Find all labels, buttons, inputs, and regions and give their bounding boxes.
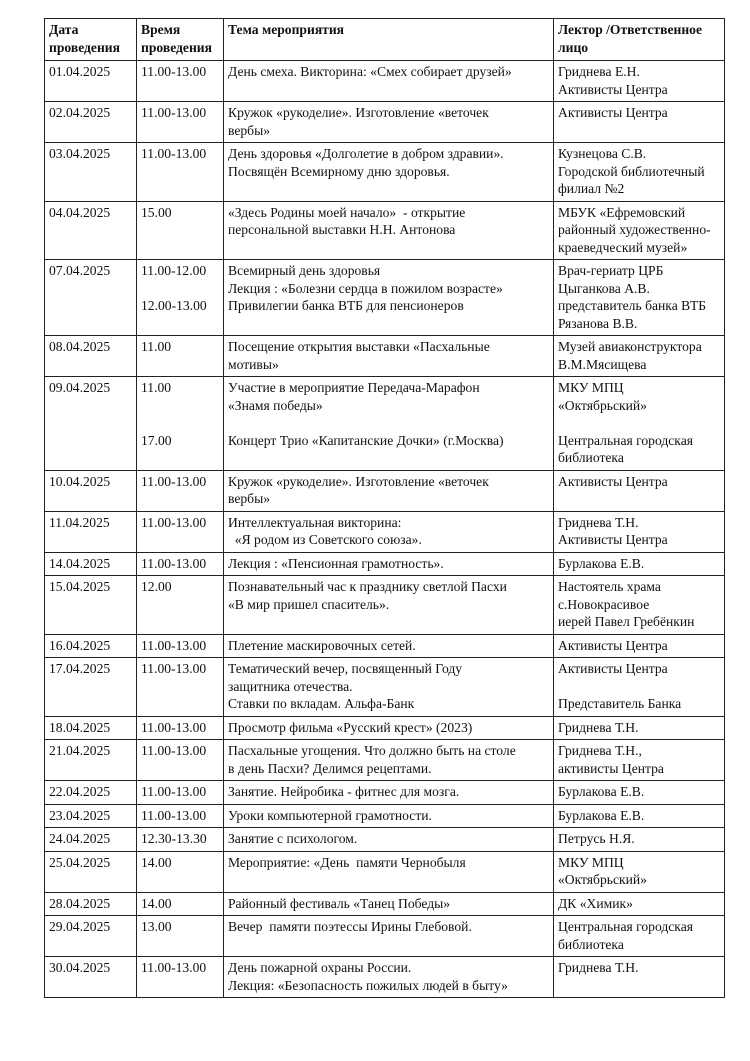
lecturer-line: Цыганкова А.В. (558, 280, 650, 296)
table-row (45, 377, 725, 471)
time-line: 12.30-13.30 (141, 831, 207, 846)
table-row (45, 828, 725, 852)
table-row (45, 716, 725, 740)
topic-line: вербы» (228, 122, 271, 138)
cell-lecturer (554, 892, 725, 916)
cell-time (137, 957, 224, 998)
cell-lecturer (554, 658, 725, 717)
lecturer-line: иерей Павел Гребёнкин (558, 614, 695, 629)
topic-line: Уроки компьютерной грамотности. (228, 807, 432, 823)
topic-line: защитника отечества. (228, 678, 353, 694)
cell-lecturer (554, 576, 725, 635)
cell-time (137, 511, 224, 552)
cell-date: 22.04.2025 (45, 781, 137, 805)
cell-topic (224, 634, 554, 658)
cell-time (137, 916, 224, 957)
topic-line: Интеллектуальная викторина: (228, 514, 402, 530)
lecturer-line: Настоятель храма (558, 579, 661, 594)
topic-line: Кружок «рукоделие». Изготовление «веточек (228, 105, 489, 120)
cell-lecturer (554, 143, 725, 202)
table-row (45, 892, 725, 916)
cell-topic (224, 957, 554, 998)
time-line: 14.00 (141, 895, 172, 911)
time-line: 11.00-13.00 (141, 719, 207, 735)
topic-line: Всемирный день здоровья (228, 263, 381, 278)
cell-topic (224, 716, 554, 740)
cell-time (137, 892, 224, 916)
time-line: 11.00-12.00 (141, 263, 207, 278)
topic-line: «В мир пришел спаситель». (228, 596, 390, 612)
lecturer-line: Музей авиаконструктора (558, 339, 702, 354)
cell-date: 01.04.2025 (45, 61, 137, 102)
time-line: 11.00-13.00 (141, 105, 207, 120)
cell-topic (224, 470, 554, 511)
cell-time (137, 828, 224, 852)
cell-time (137, 336, 224, 377)
time-line: 11.00 (141, 339, 172, 354)
topic-line: Мероприятие: «День памяти Чернобыля (228, 854, 466, 870)
time-line: 11.00-13.00 (141, 146, 207, 161)
header-row (45, 19, 725, 61)
lecturer-line: Активисты Центра (558, 473, 668, 489)
table-body (45, 61, 725, 998)
lecturer-line: Центральная городская (558, 432, 693, 448)
cell-date: 15.04.2025 (45, 576, 137, 635)
cell-lecturer (554, 336, 725, 377)
cell-date: 08.04.2025 (45, 336, 137, 377)
topic-line: Районный фестиваль «Танец Победы» (228, 895, 451, 911)
topic-line: вербы» (228, 491, 271, 506)
cell-topic (224, 781, 554, 805)
cell-date: 02.04.2025 (45, 102, 137, 143)
time-line: 17.00 (141, 432, 172, 448)
cell-time (137, 658, 224, 717)
time-line: 12.00 (141, 579, 172, 594)
topic-line: Познавательный час к празднику светлой Пасхи (228, 579, 507, 594)
lecturer-line: краеведческий музей» (558, 239, 688, 255)
topic-line: Кружок «рукоделие». Изготовление «веточек (228, 473, 489, 489)
time-line (141, 414, 219, 432)
table-row (45, 61, 725, 102)
lecturer-line: Центральная городская (558, 919, 693, 934)
cell-lecturer (554, 61, 725, 102)
topic-line: Лекция : «Пенсионная грамотность». (228, 555, 444, 571)
time-line: 11.00-13.00 (141, 784, 207, 799)
cell-date: 14.04.2025 (45, 552, 137, 576)
cell-date: 21.04.2025 (45, 740, 137, 781)
lecturer-line: МКУ МПЦ (558, 854, 624, 870)
lecturer-line: Гриднева Е.Н. (558, 64, 640, 79)
lecturer-line: Бурлакова Е.В. (558, 555, 645, 571)
lecturer-line: Представитель Банка (558, 696, 682, 711)
time-line (141, 397, 219, 415)
header-time: Время проведения (137, 19, 224, 61)
cell-date: 10.04.2025 (45, 470, 137, 511)
lecturer-line: филиал №2 (558, 181, 625, 196)
table-row (45, 552, 725, 576)
cell-date: 17.04.2025 (45, 658, 137, 717)
cell-topic (224, 658, 554, 717)
cell-time (137, 634, 224, 658)
cell-date: 23.04.2025 (45, 804, 137, 828)
lecturer-line: активисты Центра (558, 760, 664, 776)
cell-topic (224, 102, 554, 143)
lecturer-line: Гриднева Т.Н. (558, 960, 639, 975)
cell-topic (224, 260, 554, 336)
lecturer-line: Гриднева Т.Н. (558, 514, 639, 530)
lecturer-line (558, 414, 720, 432)
cell-topic (224, 576, 554, 635)
cell-lecturer (554, 260, 725, 336)
cell-lecturer (554, 804, 725, 828)
topic-line: мотивы» (228, 356, 279, 372)
table-row (45, 511, 725, 552)
cell-topic (224, 336, 554, 377)
table-row (45, 634, 725, 658)
lecturer-line: Активисты Центра (558, 637, 668, 653)
cell-time (137, 781, 224, 805)
cell-lecturer (554, 957, 725, 998)
topic-line: Лекция : «Болезни сердца в пожилом возрасте» (228, 280, 503, 296)
cell-time (137, 102, 224, 143)
cell-date: 11.04.2025 (45, 511, 137, 552)
time-line: 11.00-13.00 (141, 64, 207, 79)
table-row (45, 470, 725, 511)
table-row (45, 102, 725, 143)
table-row (45, 658, 725, 717)
cell-lecturer (554, 716, 725, 740)
topic-line: День пожарной охраны России. (228, 960, 412, 975)
topic-line: Просмотр фильма «Русский крест» (2023) (228, 719, 473, 735)
cell-date: 30.04.2025 (45, 957, 137, 998)
table-row (45, 957, 725, 998)
table-row (45, 143, 725, 202)
topic-line: Пасхальные угощения. Что должно быть на столе (228, 743, 516, 758)
cell-topic (224, 143, 554, 202)
cell-lecturer (554, 781, 725, 805)
topic-line: Лекция: «Безопасность пожилых людей в быту» (228, 977, 508, 993)
cell-topic (224, 61, 554, 102)
topic-line: в день Пасхи? Делимся рецептами. (228, 760, 432, 776)
cell-time (137, 201, 224, 260)
topic-line: Тематический вечер, посвященный Году (228, 661, 463, 676)
time-line: 11.00-13.00 (141, 637, 207, 653)
table-row (45, 201, 725, 260)
time-line: 13.00 (141, 919, 172, 934)
topic-line: Занятие с психологом. (228, 831, 358, 846)
topic-line: «Знамя победы» (228, 397, 323, 413)
topic-line: Плетение маскировочных сетей. (228, 637, 416, 653)
cell-time (137, 576, 224, 635)
topic-line: персональной выставки Н.Н. Антонова (228, 222, 456, 237)
lecturer-line: Активисты Центра (558, 661, 668, 676)
cell-topic (224, 916, 554, 957)
topic-line: Ставки по вкладам. Альфа-Банк (228, 696, 415, 711)
cell-time (137, 740, 224, 781)
lecturer-line: «Октябрьский» (558, 872, 647, 887)
cell-time (137, 377, 224, 471)
cell-topic (224, 851, 554, 892)
table-row (45, 576, 725, 635)
lecturer-line: «Октябрьский» (558, 397, 647, 413)
lecturer-line: Городской библиотечный (558, 163, 705, 179)
cell-topic (224, 552, 554, 576)
cell-lecturer (554, 470, 725, 511)
cell-lecturer (554, 201, 725, 260)
cell-lecturer (554, 916, 725, 957)
cell-topic (224, 201, 554, 260)
topic-line: День здоровья «Долголетие в добром здравии». (228, 146, 504, 161)
cell-lecturer (554, 102, 725, 143)
time-line: 11.00-13.00 (141, 743, 207, 758)
cell-topic (224, 828, 554, 852)
topic-line: Вечер памяти поэтессы Ирины Глебовой. (228, 919, 472, 934)
header-lecturer: Лектор /Ответственное лицо (554, 19, 725, 61)
cell-date: 04.04.2025 (45, 201, 137, 260)
cell-date: 07.04.2025 (45, 260, 137, 336)
table-row (45, 336, 725, 377)
lecturer-line: Активисты Центра (558, 105, 668, 120)
cell-lecturer (554, 511, 725, 552)
cell-date: 18.04.2025 (45, 716, 137, 740)
time-line (141, 280, 219, 298)
lecturer-line: Бурлакова Е.В. (558, 784, 645, 799)
table-row (45, 260, 725, 336)
header-date: Дата проведения (45, 19, 137, 61)
cell-time (137, 61, 224, 102)
time-line: 12.00-13.00 (141, 298, 207, 313)
topic-line: Участие в мероприятие Передача-Марафон (228, 380, 480, 395)
lecturer-line: представитель банка ВТБ (558, 298, 707, 313)
lecturer-line: В.М.Мясищева (558, 356, 647, 372)
lecturer-line: Гриднева Т.Н., (558, 743, 642, 758)
lecturer-line: МБУК «Ефремовский (558, 204, 686, 220)
lecturer-line: Петрусь Н.Я. (558, 831, 635, 846)
lecturer-line: Рязанова В.В. (558, 315, 638, 331)
lecturer-line: ДК «Химик» (558, 895, 633, 911)
time-line: 11.00-13.00 (141, 661, 207, 676)
cell-topic (224, 377, 554, 471)
lecturer-line: районный художественно- (558, 222, 711, 237)
topic-line: Концерт Трио «Капитанские Дочки» (г.Москва) (228, 432, 504, 448)
cell-date: 28.04.2025 (45, 892, 137, 916)
cell-date: 29.04.2025 (45, 916, 137, 957)
lecturer-line: Кузнецова С.В. (558, 146, 647, 161)
lecturer-line: с.Новокрасивое (558, 596, 650, 612)
cell-time (137, 143, 224, 202)
lecturer-line: Врач-гериатр ЦРБ (558, 263, 664, 278)
cell-time (137, 470, 224, 511)
table-row (45, 916, 725, 957)
lecturer-line: библиотека (558, 450, 624, 465)
topic-line: День смеха. Викторина: «Смех собирает друзей» (228, 64, 512, 79)
lecturer-line: библиотека (558, 936, 624, 952)
time-line: 11.00-13.00 (141, 555, 207, 571)
table-row (45, 804, 725, 828)
cell-topic (224, 804, 554, 828)
schedule-table (44, 18, 725, 998)
lecturer-line: Активисты Центра (558, 532, 668, 547)
lecturer-line: Активисты Центра (558, 81, 668, 97)
topic-line: Посещение открытия выставки «Пасхальные (228, 339, 490, 354)
time-line: 11.00-13.00 (141, 473, 207, 489)
cell-lecturer (554, 828, 725, 852)
lecturer-line (558, 678, 720, 696)
cell-time (137, 804, 224, 828)
cell-date: 25.04.2025 (45, 851, 137, 892)
topic-line: Занятие. Нейробика - фитнес для мозга. (228, 784, 460, 799)
cell-lecturer (554, 552, 725, 576)
cell-topic (224, 740, 554, 781)
cell-date: 16.04.2025 (45, 634, 137, 658)
cell-topic (224, 892, 554, 916)
cell-date: 09.04.2025 (45, 377, 137, 471)
cell-time (137, 260, 224, 336)
cell-time (137, 552, 224, 576)
time-line: 11.00-13.00 (141, 960, 207, 975)
table-row (45, 781, 725, 805)
header-topic: Тема мероприятия (224, 19, 554, 61)
cell-time (137, 716, 224, 740)
table-row (45, 851, 725, 892)
cell-date: 03.04.2025 (45, 143, 137, 202)
time-line: 11.00-13.00 (141, 514, 207, 530)
cell-topic (224, 511, 554, 552)
lecturer-line: Бурлакова Е.В. (558, 807, 645, 823)
time-line: 11.00-13.00 (141, 807, 207, 823)
table-row (45, 740, 725, 781)
table-header (45, 19, 725, 61)
topic-line: Привилегии банка ВТБ для пенсионеров (228, 298, 464, 313)
time-line: 15.00 (141, 204, 172, 220)
lecturer-line: МКУ МПЦ (558, 380, 624, 395)
cell-lecturer (554, 377, 725, 471)
cell-lecturer (554, 634, 725, 658)
time-line: 14.00 (141, 854, 172, 870)
topic-line: «Я родом из Советского союза». (228, 532, 422, 547)
topic-line: «Здесь Родины моей начало» - открытие (228, 204, 466, 220)
cell-time (137, 851, 224, 892)
cell-lecturer (554, 740, 725, 781)
cell-lecturer (554, 851, 725, 892)
lecturer-line: Гриднева Т.Н. (558, 719, 639, 735)
cell-date: 24.04.2025 (45, 828, 137, 852)
topic-line (228, 414, 549, 432)
topic-line: Посвящён Всемирному дню здоровья. (228, 163, 450, 179)
time-line: 11.00 (141, 380, 172, 395)
